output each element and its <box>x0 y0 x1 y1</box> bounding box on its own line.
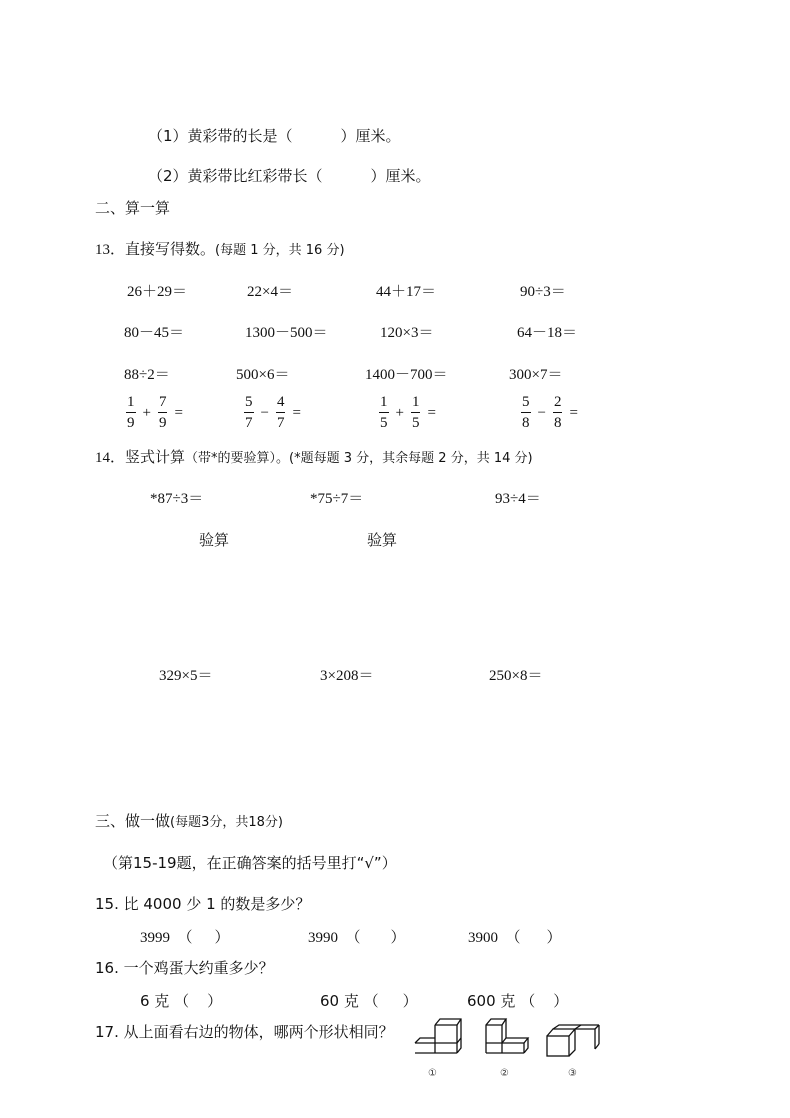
figure-label-3: ③ <box>568 1068 577 1079</box>
cube-figure-2-icon <box>484 1016 536 1058</box>
fraction: $\frac{1}{5}$ <box>380 394 388 431</box>
q13-fraction-item <box>124 395 188 431</box>
q14-item: *75÷7＝ <box>310 491 364 507</box>
option-label: 3900 <box>468 930 498 946</box>
q12-part-2-unit: ）厘米。 <box>370 167 431 185</box>
q14-title: 竖式计算 <box>125 448 186 466</box>
q16-option-2[interactable]: 60 克 （ ） <box>320 992 418 1010</box>
q14-item: 3×208＝ <box>320 668 374 684</box>
q16-option-3[interactable]: 600 克 （ ） <box>467 992 569 1010</box>
q15-option-1[interactable]: 3999 （ ） <box>140 930 230 946</box>
q13-heading <box>95 238 345 259</box>
q13-item: 1400－700＝ <box>365 367 448 383</box>
q13-item: 26＋29＝ <box>127 284 188 300</box>
section-3-title: 三、做一做 <box>95 812 171 830</box>
cube-figure-2 <box>484 1016 536 1058</box>
cube-figure-1-icon <box>413 1016 465 1058</box>
q16-question: 16. 一个鸡蛋大约重多少？ <box>95 959 274 977</box>
q14-item: 250×8＝ <box>489 668 543 684</box>
q12-part-2 <box>148 165 431 186</box>
q13-item: 120×3＝ <box>380 325 434 341</box>
fraction: $\frac{7}{9}$ <box>158 394 167 431</box>
section-3-instruction: （第15-19题，在正确答案的括号里打“√”） <box>103 854 397 872</box>
q15-option-3[interactable]: 3900 （ ） <box>468 930 562 946</box>
section-3-heading <box>95 810 283 831</box>
q17-question: 17. 从上面看右边的物体，哪两个形状相同？ <box>95 1023 394 1041</box>
q15-option-2[interactable]: 3990 （ ） <box>308 930 406 946</box>
q13-fraction-item <box>242 395 306 431</box>
fraction: $\frac{1}{9}$ <box>127 394 135 431</box>
fraction: $\frac{5}{8}$ <box>522 394 530 431</box>
fraction: $\frac{4}{7}$ <box>276 394 285 431</box>
q13-item: 90÷3＝ <box>520 284 566 300</box>
operator: − <box>537 404 546 421</box>
operator: + <box>142 404 151 421</box>
section-3-score: (每题3分，共18分) <box>170 815 283 830</box>
q12-part-1-unit: ）厘米。 <box>340 127 401 145</box>
option-label: 3999 <box>140 930 170 946</box>
operator: + <box>395 404 404 421</box>
q13-item: 88÷2＝ <box>124 367 170 383</box>
cube-figure-3 <box>545 1024 603 1060</box>
q14-number: 14． <box>95 450 126 466</box>
cube-figure-3-icon <box>545 1024 603 1060</box>
q14-item: 93÷4＝ <box>495 491 541 507</box>
q12-part-1 <box>148 125 401 146</box>
option-label: 600 克 <box>467 992 516 1010</box>
figure-label-2: ② <box>500 1068 509 1079</box>
operator: − <box>260 404 269 421</box>
option-label: 3990 <box>308 930 338 946</box>
q16-option-1[interactable]: 6 克 （ ） <box>140 992 223 1010</box>
q13-fraction-item <box>377 395 441 431</box>
q13-item: 80－45＝ <box>124 325 185 341</box>
q12-part-1-label: （1）黄彩带的长是（ <box>148 127 293 145</box>
q14-score: (*题每题 3 分，其余每题 2 分，共 14 分) <box>289 451 533 466</box>
q14-note: （带*的要验算）。 <box>185 451 290 466</box>
fraction: $\frac{5}{7}$ <box>245 394 253 431</box>
q15-question: 15. 比 4000 少 1 的数是多少？ <box>95 895 311 913</box>
q14-item: *87÷3＝ <box>150 491 204 507</box>
q13-item: 64－18＝ <box>517 325 578 341</box>
q14-heading <box>95 446 533 467</box>
q12-part-2-label: （2）黄彩带比红彩带长（ <box>148 167 323 185</box>
equals: = <box>174 404 183 421</box>
q13-item: 1300－500＝ <box>245 325 328 341</box>
q13-score: (每题 1 分，共 16 分) <box>215 243 345 258</box>
q13-item: 500×6＝ <box>236 367 290 383</box>
figure-label-1: ① <box>428 1068 437 1079</box>
equals: = <box>292 404 301 421</box>
check-label: 验算 <box>199 531 230 549</box>
q13-number: 13． <box>95 242 126 258</box>
q13-fraction-item <box>519 395 583 431</box>
option-label: 6 克 <box>140 992 170 1010</box>
fraction: $\frac{1}{5}$ <box>411 394 420 431</box>
q13-item: 44＋17＝ <box>376 284 437 300</box>
cube-figure-1 <box>413 1016 465 1058</box>
fraction: $\frac{2}{8}$ <box>553 394 562 431</box>
section-2-title: 二、算一算 <box>95 199 171 217</box>
q13-title: 直接写得数。 <box>125 240 216 258</box>
option-label: 60 克 <box>320 992 359 1010</box>
q13-item: 22×4＝ <box>247 284 293 300</box>
q13-item: 300×7＝ <box>509 367 563 383</box>
check-label: 验算 <box>367 531 398 549</box>
q14-item: 329×5＝ <box>159 668 213 684</box>
equals: = <box>569 404 578 421</box>
equals: = <box>427 404 436 421</box>
